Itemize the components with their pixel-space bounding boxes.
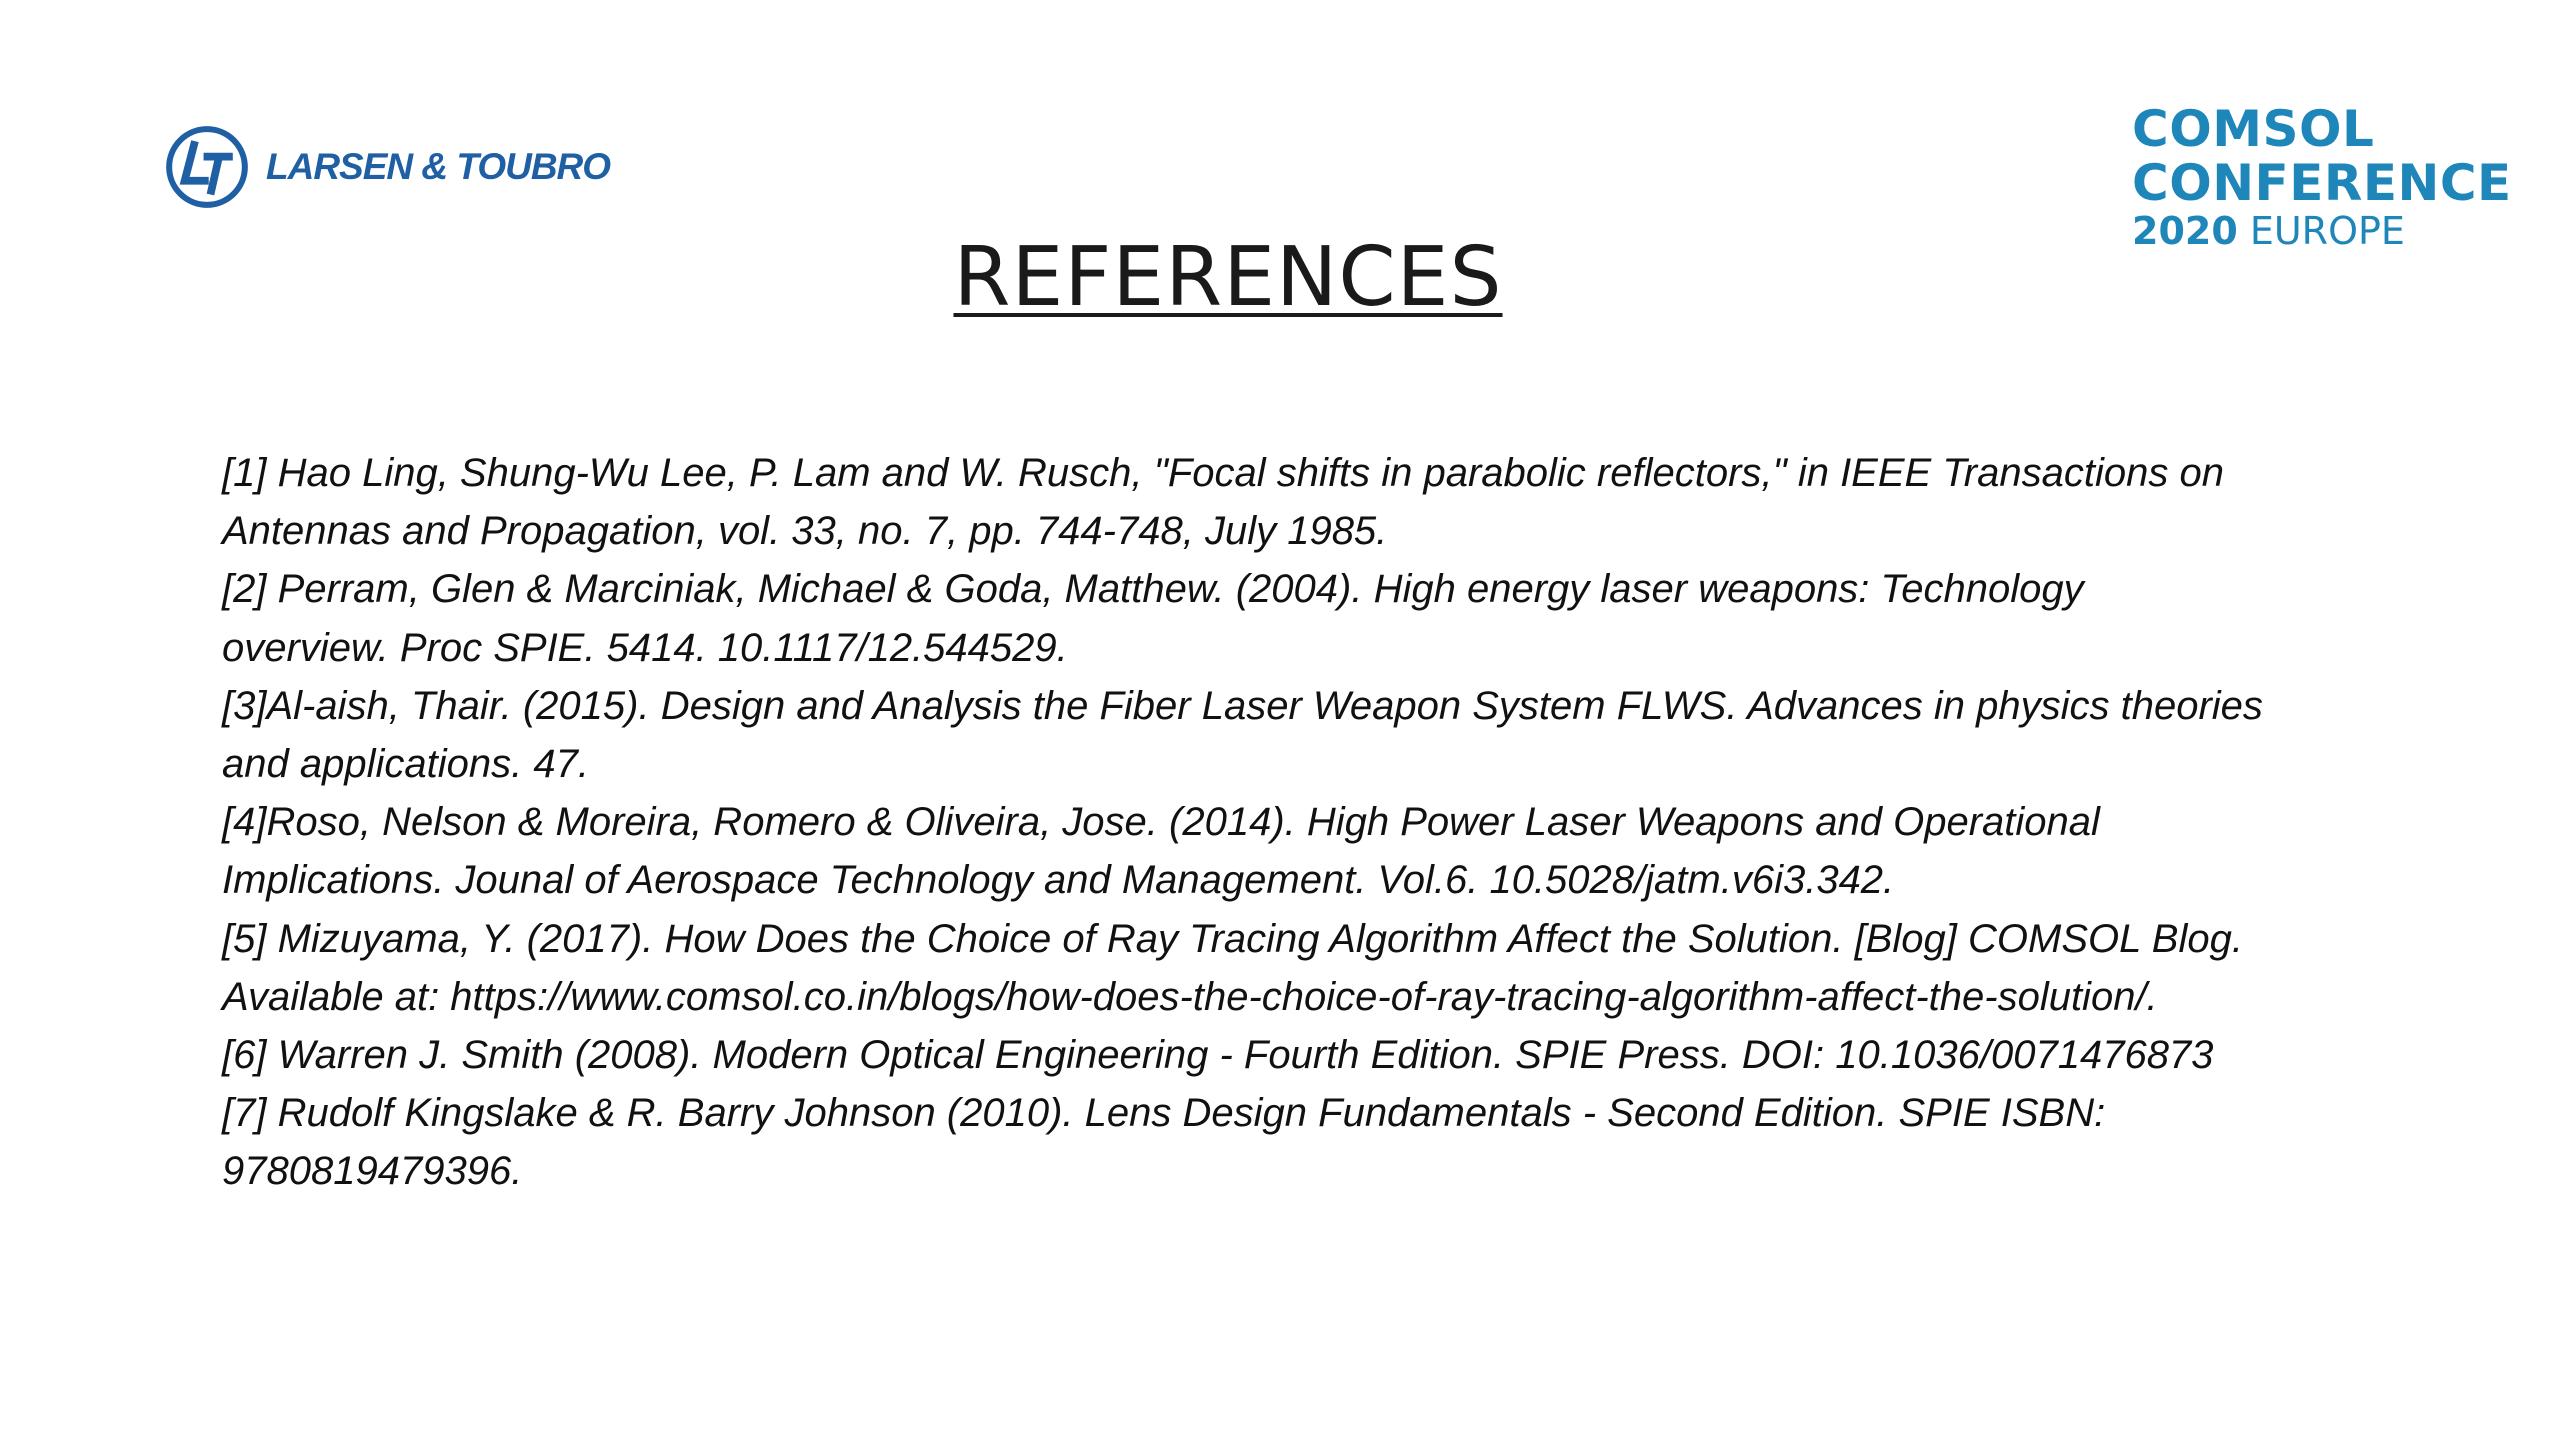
page-title — [0, 230, 2456, 325]
reference-line: 9780819479396. — [222, 1149, 523, 1194]
reference-line: and applications. 47. — [222, 742, 589, 787]
reference-line: [3]Al-aish, Thair. (2015). Design and Analysis the Fiber Laser Weapon System FLWS. Advances in physics theories — [222, 683, 2263, 728]
comsol-conference-logo — [2132, 100, 2512, 253]
comsol-logo-line2: CONFERENCE — [2132, 154, 2512, 212]
reference-line: [4]Roso, Nelson & Moreira, Romero & Oliveira, Jose. (2014). High Power Laser Weapons and Operational — [222, 800, 2100, 845]
reference-line: Antennas and Propagation, vol. 33, no. 7, pp. 744-748, July 1985. — [222, 509, 1388, 554]
comsol-logo-place: EUROPE — [2249, 209, 2405, 253]
comsol-logo-line1: COMSOL — [2132, 100, 2375, 158]
page-title-text: REFERENCES — [953, 230, 1503, 325]
references-list — [222, 444, 2522, 1201]
reference-line: overview. Proc SPIE. 5414. 10.1117/12.544529. — [222, 625, 1068, 670]
reference-line: [6] Warren J. Smith (2008). Modern Optical Engineering - Fourth Edition. SPIE Press. DOI: 10.1036/0071476873 — [222, 1033, 2214, 1078]
reference-line: [2] Perram, Glen & Marciniak, Michael & Goda, Matthew. (2004). High energy laser weapons: Technology — [222, 567, 2084, 612]
lt-emblem-icon — [164, 124, 250, 210]
reference-line: Available at: https://www.comsol.co.in/blogs/how-does-the-choice-of-ray-tracing-algorithm-affect-the-solution/. — [222, 974, 2158, 1019]
reference-line: [1] Hao Ling, Shung-Wu Lee, P. Lam and W. Rusch, "Focal shifts in parabolic reflectors," in IEEE Transactions on — [222, 451, 2224, 495]
reference-line: [5] Mizuyama, Y. (2017). How Does the Choice of Ray Tracing Algorithm Affect the Solution. [Blog] COMSOL Blog. — [222, 916, 2243, 961]
comsol-logo-year: 2020 — [2132, 209, 2238, 253]
larsen-toubro-logo — [164, 124, 610, 210]
reference-line: Implications. Jounal of Aerospace Technology and Management. Vol.6. 10.5028/jatm.v6i3.342. — [222, 858, 1895, 903]
reference-line: [7] Rudolf Kingslake & R. Barry Johnson (2010). Lens Design Fundamentals - Second Edition. SPIE ISBN: — [222, 1091, 2106, 1136]
larsen-toubro-wordmark: LARSEN & TOUBRO — [266, 146, 611, 187]
